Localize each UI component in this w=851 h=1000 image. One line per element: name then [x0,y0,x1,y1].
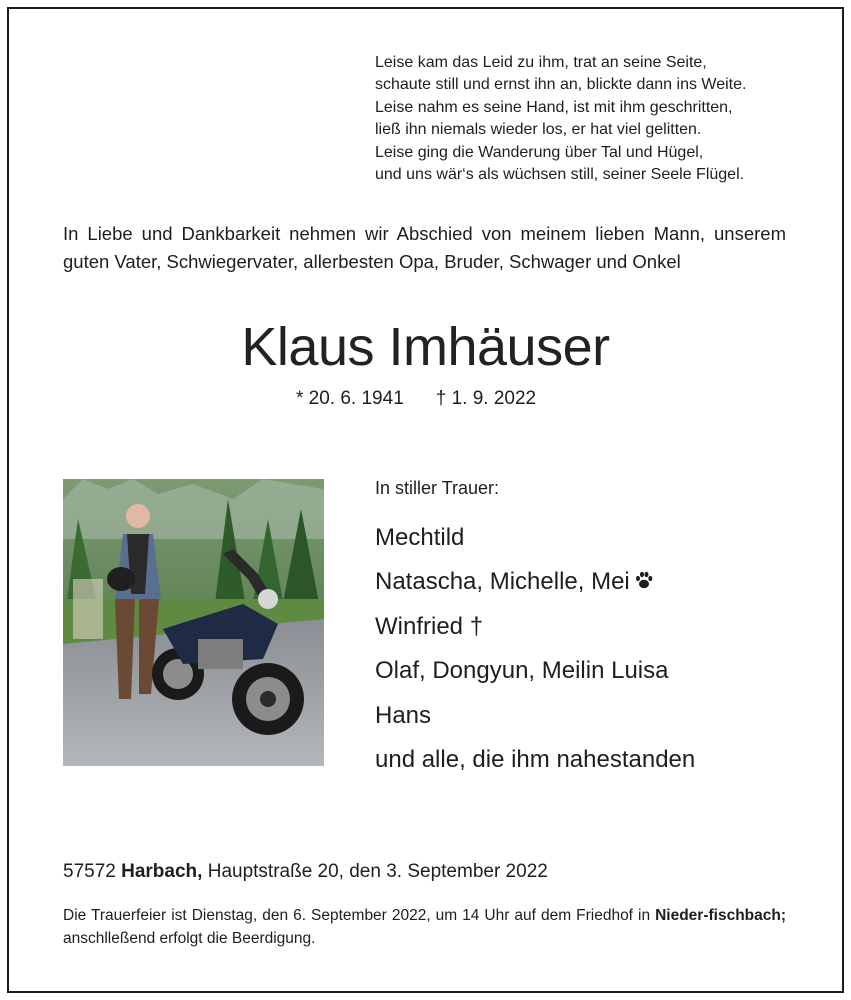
mourning-label: In stiller Trauer: [375,478,500,498]
mourner-line [375,560,695,604]
mourner-line: Mechtild [375,524,465,551]
postcode: 57572 [63,861,116,882]
funeral-text-end: anschlleßend erfolgt die Beerdigung. [63,930,316,947]
mourners-list [375,516,695,782]
poem [375,52,746,186]
poem-line: Leise kam das Leid zu ihm, trat an seine Seite, [375,54,707,71]
mourner-line: Winfried † [375,612,484,640]
funeral-info [63,904,786,950]
poem-line: ließ ihn niemals wieder los, er hat viel gelitten. [375,121,702,139]
poem-line: schaute still und ernst ihn an, blickte dann ins Weite. [375,76,747,94]
intro-text: In Liebe und Dankbarkeit nehmen wir Abschied von meinem lieben Mann, unserem guten Vater, Schwiegervater, allerbesten Opa, Bruder, Schwager und Onkel [63,223,786,272]
city: Harbach, [121,861,203,882]
birth-date: * 20. 6. 1941 [296,388,404,409]
funeral-text: Die Trauerfeier ist Dienstag, den 6. September 2022, um 14 Uhr auf dem Friedhof in [63,907,651,924]
street-date: Hauptstraße 20, den 3. September 2022 [207,861,548,882]
funeral-place: Nieder-fischbach; [655,907,786,924]
death-date: † 1. 9. 2022 [435,388,537,409]
poem-line: Leise ging die Wanderung über Tal und Hügel, [375,143,704,161]
mourner-names: Natascha, Michelle, Mei [375,568,630,596]
address-line [63,858,548,886]
mourner-line: Hans [375,701,432,729]
portrait-photo [63,479,324,766]
deceased-name: Klaus Imhäuser [241,317,610,377]
mourner-line: Olaf, Dongyun, Meilin Luisa [375,657,669,685]
life-dates [296,386,536,412]
poem-line: Leise nahm es seine Hand, ist mit ihm geschritten, [375,98,733,116]
poem-line: und uns wär‘s als wüchsen still, seiner Seele Flügel. [375,166,745,184]
paw-icon [634,561,654,581]
mourner-line: und alle, die ihm nahestanden [375,746,696,774]
